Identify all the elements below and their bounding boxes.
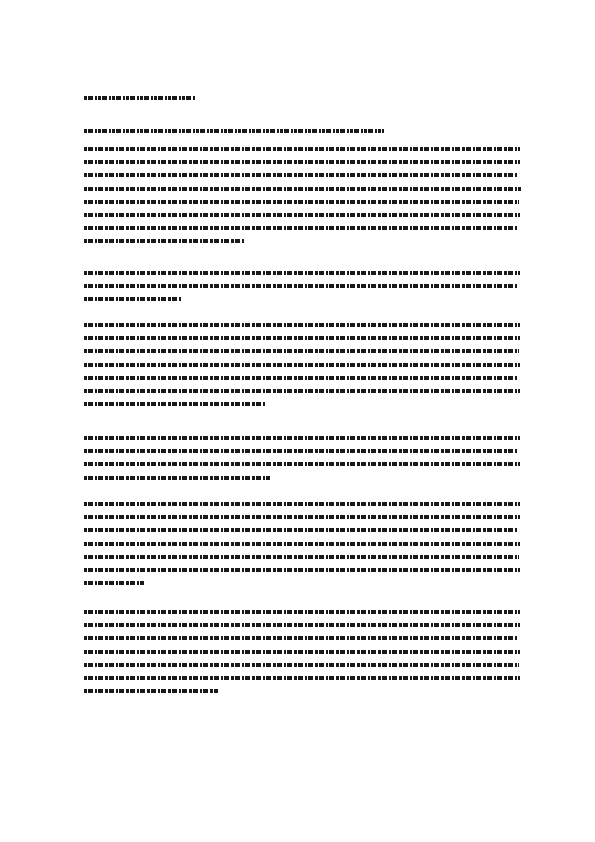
paragraph-2 — [84, 271, 522, 311]
text-line — [84, 623, 520, 627]
text-line — [84, 528, 518, 532]
text-line — [84, 239, 244, 243]
text-line — [84, 689, 218, 693]
text-line — [84, 515, 520, 519]
text-line — [84, 555, 519, 559]
header-text — [84, 100, 85, 101]
text-line — [84, 297, 182, 301]
text-line — [84, 542, 520, 546]
text-line — [84, 636, 518, 640]
text-line — [84, 200, 519, 204]
text-line — [84, 284, 518, 288]
text-line — [84, 173, 518, 177]
text-line — [84, 462, 520, 466]
header-text-line — [84, 96, 196, 100]
paragraph-3 — [84, 323, 522, 415]
text-line — [84, 376, 518, 380]
subtitle-text-line — [84, 129, 384, 133]
text-line — [84, 363, 520, 367]
paragraph-5 — [84, 502, 522, 594]
text-line — [84, 147, 520, 151]
text-line — [84, 568, 520, 572]
text-line — [84, 402, 266, 406]
text-line — [84, 502, 520, 506]
text-line — [84, 676, 520, 680]
paragraph-4 — [84, 436, 522, 489]
text-line — [84, 323, 520, 327]
text-line — [84, 160, 520, 164]
text-line — [84, 226, 518, 230]
document-subtitle — [84, 129, 384, 137]
paragraph-1 — [84, 147, 522, 253]
text-line — [84, 610, 520, 614]
document-header — [84, 96, 196, 104]
text-line — [84, 187, 521, 191]
text-line — [84, 449, 518, 453]
text-line — [84, 336, 520, 340]
text-line — [84, 271, 520, 275]
text-line — [84, 650, 520, 654]
subtitle-text — [84, 133, 85, 134]
text-line — [84, 389, 520, 393]
paragraph-6 — [84, 610, 522, 702]
text-line — [84, 436, 520, 440]
text-line — [84, 663, 519, 667]
text-line — [84, 581, 144, 585]
text-line — [84, 349, 519, 353]
text-line — [84, 213, 520, 217]
text-line — [84, 476, 270, 480]
